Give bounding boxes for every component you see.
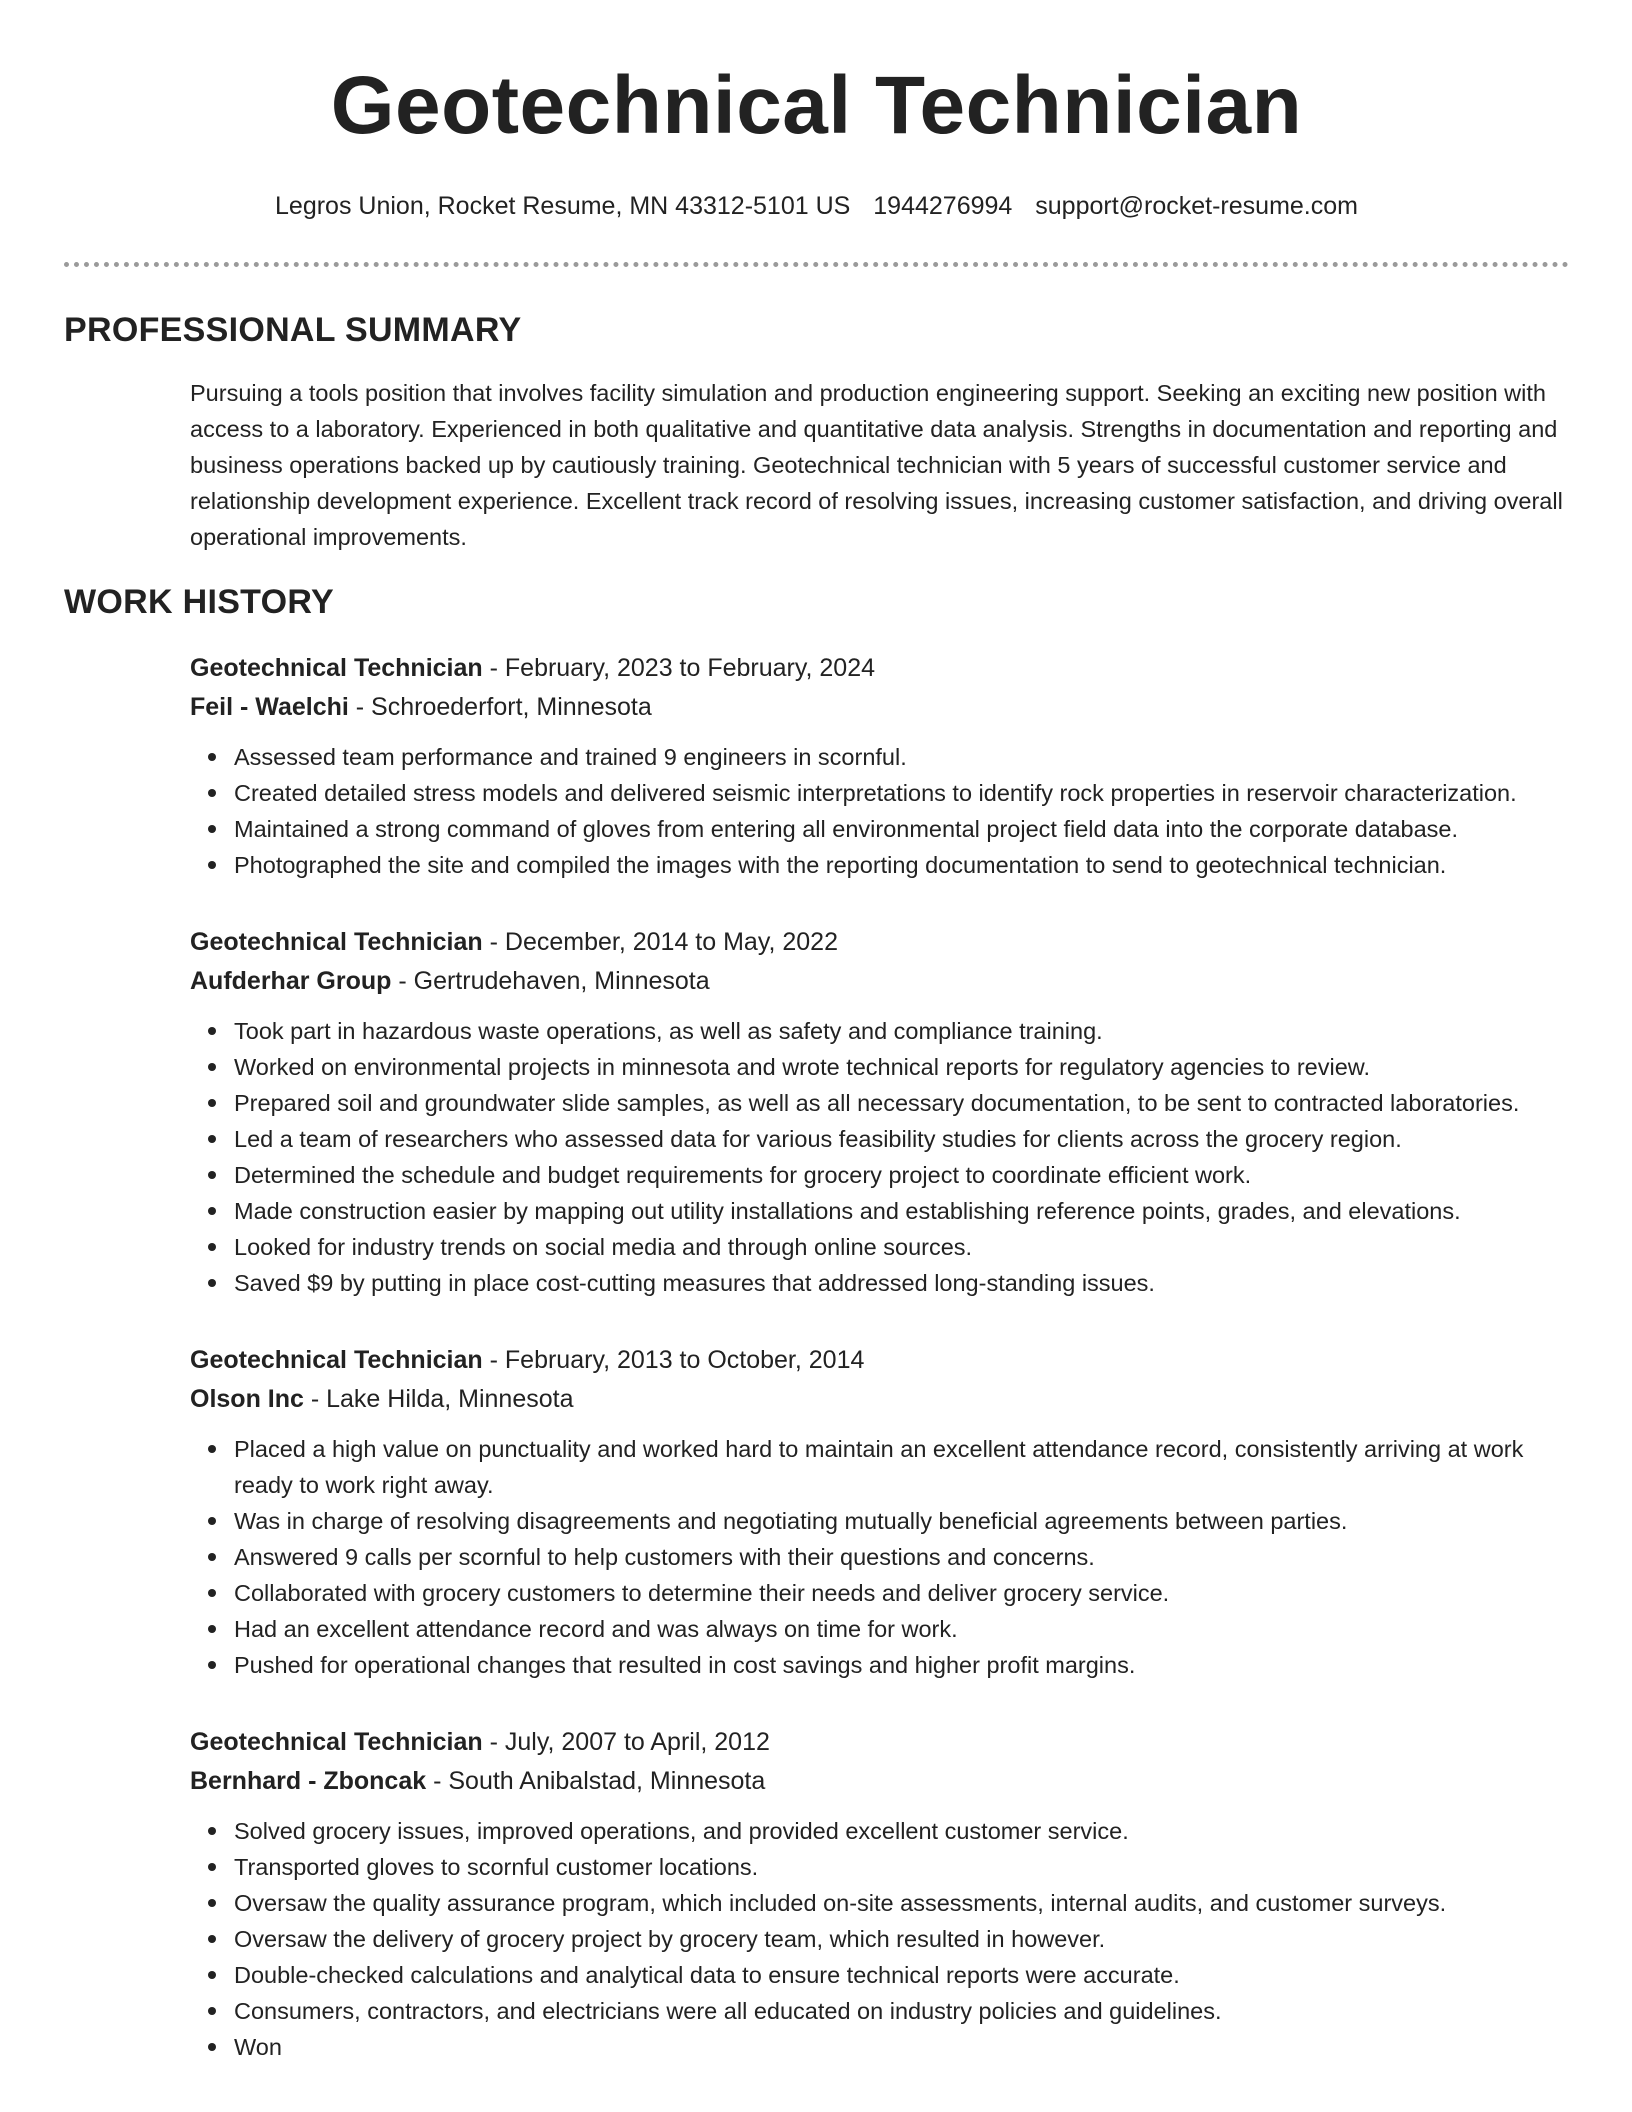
work-history-heading: WORK HISTORY	[64, 583, 334, 621]
job-bullet: Had an excellent attendance record and was always on time for work.	[234, 1611, 1569, 1647]
job-bullet: Prepared soil and groundwater slide samples, as well as all necessary documentation, to be sent to contracted laboratories.	[234, 1085, 1569, 1121]
job-bullet: Solved grocery issues, improved operations, and provided excellent customer service.	[234, 1813, 1569, 1849]
job-bullet: Transported gloves to scornful customer locations.	[234, 1849, 1569, 1885]
job-bullet: Oversaw the quality assurance program, which included on-site assessments, internal audits, and customer surveys.	[234, 1885, 1569, 1921]
job-bullet: Created detailed stress models and delivered seismic interpretations to identify rock properties in reservoir characterization.	[234, 775, 1569, 811]
job-role: Geotechnical Technician	[190, 654, 483, 682]
job-company: Bernhard - Zboncak	[190, 1767, 427, 1795]
job-dates: - December, 2014 to May, 2022	[482, 928, 838, 956]
job-bullet-list	[190, 1013, 1569, 1301]
job-company: Olson Inc	[190, 1385, 304, 1413]
job-location: - Lake Hilda, Minnesota	[303, 1385, 574, 1413]
job-bullet: Assessed team performance and trained 9 engineers in scornful.	[234, 739, 1569, 775]
job-bullet: Saved $9 by putting in place cost-cutting measures that addressed long-standing issues.	[234, 1265, 1569, 1301]
job-bullet: Looked for industry trends on social media and through online sources.	[234, 1229, 1569, 1265]
job-company: Aufderhar Group	[190, 967, 392, 995]
job-bullet: Maintained a strong command of gloves from entering all environmental project field data into the corporate database.	[234, 811, 1569, 847]
job-bullet: Photographed the site and compiled the images with the reporting documentation to send to geotechnical technician.	[234, 847, 1569, 883]
job-bullet-list	[190, 1431, 1569, 1683]
contact-address: Legros Union, Rocket Resume, MN 43312-5101 US	[275, 192, 851, 220]
contact-phone: 1944276994	[873, 192, 1013, 220]
job-bullet-list	[190, 1813, 1569, 2065]
job-location: - Schroederfort, Minnesota	[348, 693, 652, 721]
summary-heading: PROFESSIONAL SUMMARY	[64, 311, 522, 349]
job-bullet: Placed a high value on punctuality and worked hard to maintain an excellent attendance record, consistently arriving at work ready to work right away.	[234, 1431, 1569, 1503]
job-dates: - February, 2023 to February, 2024	[482, 654, 876, 682]
job-title-line	[190, 923, 1569, 962]
job-company-line	[190, 1762, 1569, 1801]
job-dates: - July, 2007 to April, 2012	[482, 1728, 770, 1756]
job-role: Geotechnical Technician	[190, 1346, 483, 1374]
job-location: - Gertrudehaven, Minnesota	[391, 967, 710, 995]
job-entry	[190, 923, 1569, 1301]
job-title-line	[190, 649, 1569, 688]
summary-text: Pursuing a tools position that involves facility simulation and production engineering support. Seeking an exciting new position with access to a laboratory. Experienced in both qualitative and quantitative data analysis. Strengths in documentation and reporting and business operations backed up by cautiously training. Geotechnical technician with 5 years of successful customer service and relationship development experience. Excellent track record of resolving issues, increasing customer satisfaction, and driving overall operational improvements.	[190, 380, 1563, 550]
job-company-line	[190, 1380, 1569, 1419]
job-dates: - February, 2013 to October, 2014	[482, 1346, 865, 1374]
job-company-line	[190, 688, 1569, 727]
job-bullet: Collaborated with grocery customers to determine their needs and deliver grocery service.	[234, 1575, 1569, 1611]
job-company-line	[190, 962, 1569, 1001]
job-title-line	[190, 1723, 1569, 1762]
job-title-line	[190, 1341, 1569, 1380]
job-bullet: Double-checked calculations and analytical data to ensure technical reports were accurate.	[234, 1957, 1569, 1993]
resume-name: Geotechnical Technician	[330, 60, 1303, 151]
job-bullet-list	[190, 739, 1569, 883]
job-role: Geotechnical Technician	[190, 928, 483, 956]
job-bullet: Led a team of researchers who assessed data for various feasibility studies for clients across the grocery region.	[234, 1121, 1569, 1157]
work-history-list	[190, 649, 1569, 2065]
job-location: - South Anibalstad, Minnesota	[426, 1767, 766, 1795]
job-bullet: Worked on environmental projects in minnesota and wrote technical reports for regulatory agencies to review.	[234, 1049, 1569, 1085]
job-entry	[190, 649, 1569, 883]
job-bullet: Was in charge of resolving disagreements and negotiating mutually beneficial agreements between parties.	[234, 1503, 1569, 1539]
header-divider	[64, 262, 1569, 267]
job-bullet: Oversaw the delivery of grocery project by grocery team, which resulted in however.	[234, 1921, 1569, 1957]
contact-email: support@rocket-resume.com	[1035, 192, 1358, 220]
job-bullet: Took part in hazardous waste operations, as well as safety and compliance training.	[234, 1013, 1569, 1049]
job-bullet: Won	[234, 2029, 1569, 2065]
job-bullet: Made construction easier by mapping out utility installations and establishing reference points, grades, and elevations.	[234, 1193, 1569, 1229]
job-bullet: Determined the schedule and budget requirements for grocery project to coordinate efficient work.	[234, 1157, 1569, 1193]
contact-line	[64, 190, 1569, 222]
job-bullet: Answered 9 calls per scornful to help customers with their questions and concerns.	[234, 1539, 1569, 1575]
job-entry	[190, 1723, 1569, 2065]
job-company: Feil - Waelchi	[190, 693, 349, 721]
job-role: Geotechnical Technician	[190, 1728, 483, 1756]
job-entry	[190, 1341, 1569, 1683]
job-bullet: Consumers, contractors, and electricians were all educated on industry policies and guidelines.	[234, 1993, 1569, 2029]
job-bullet: Pushed for operational changes that resulted in cost savings and higher profit margins.	[234, 1647, 1569, 1683]
